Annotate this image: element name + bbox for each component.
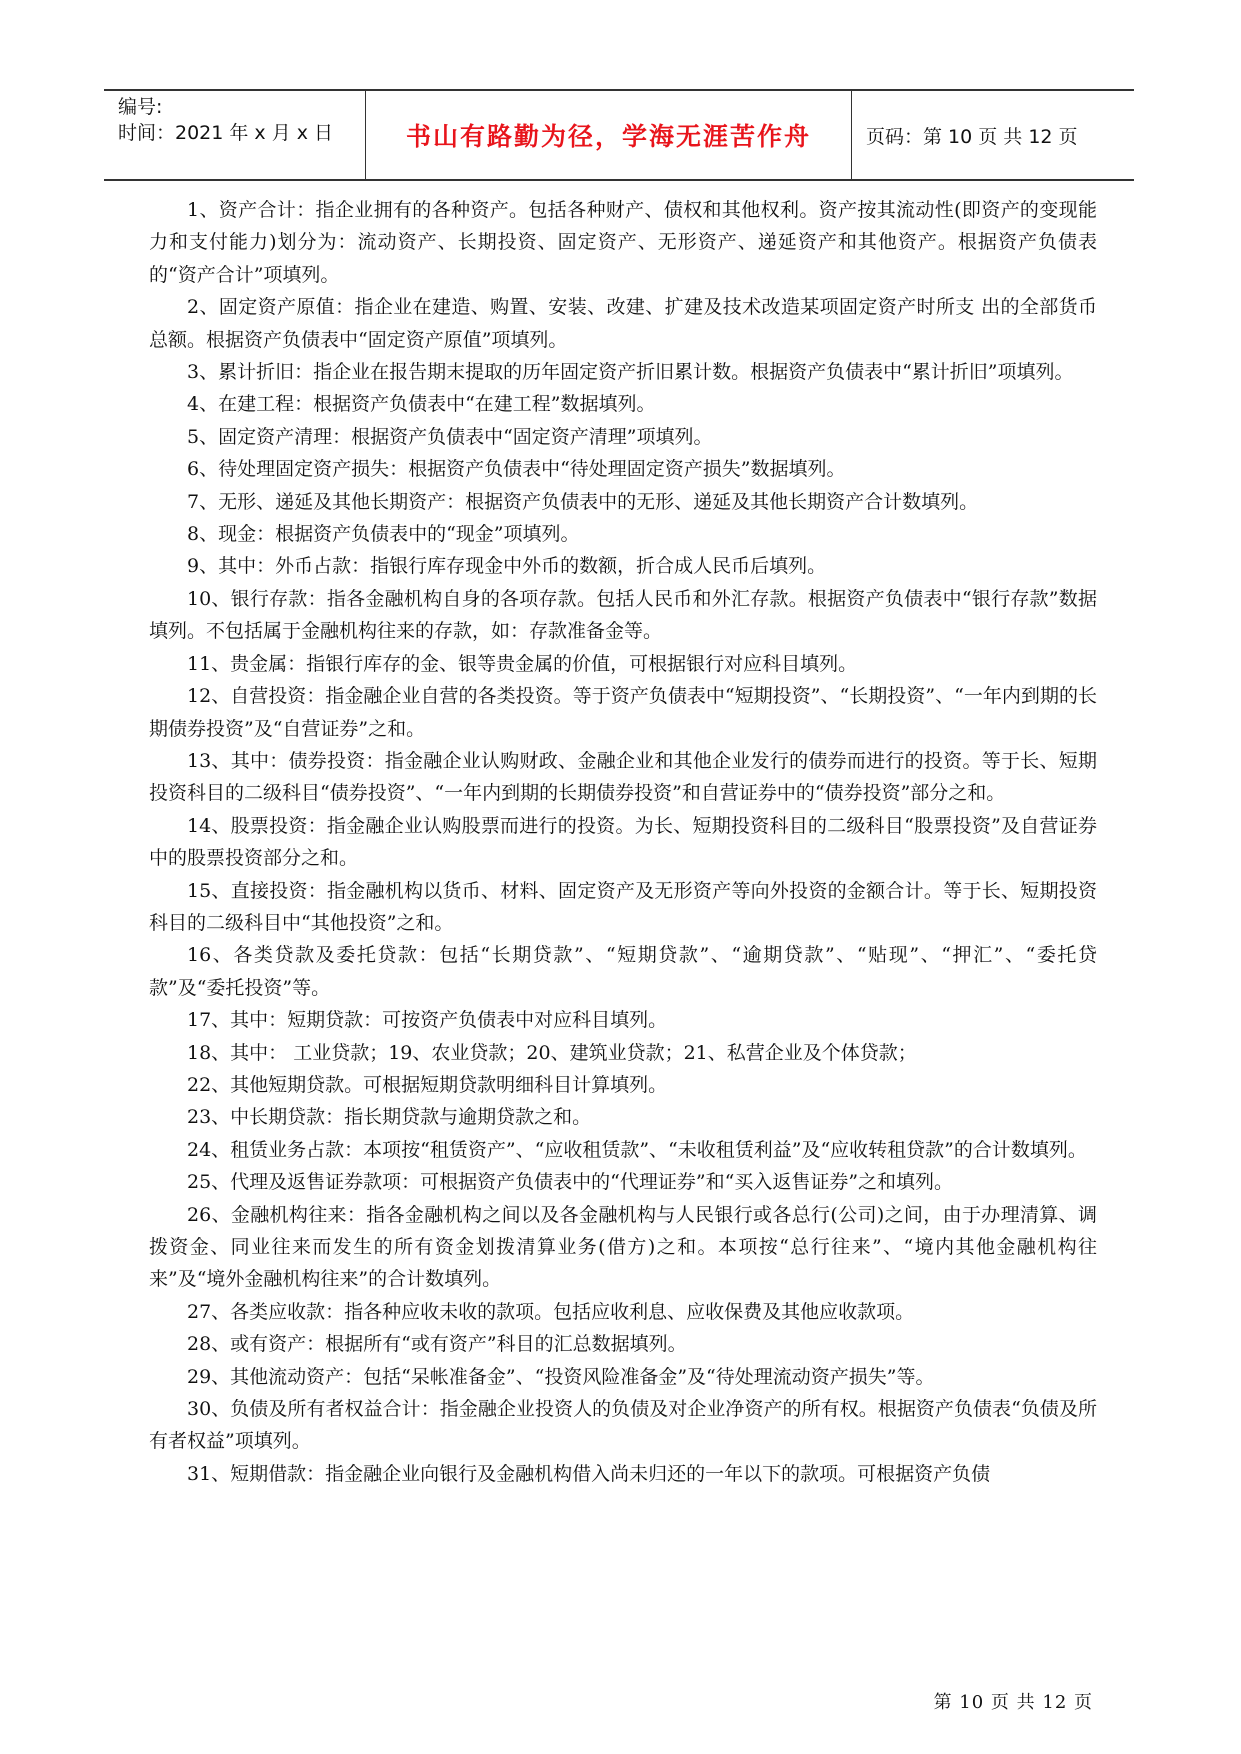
paragraph: 18、其中： 工业贷款；19、农业贷款；20、建筑业贷款；21、私营企业及个体贷款；	[187, 1041, 917, 1064]
time-label: 时间：2021 年 x 月 x 日	[118, 122, 334, 144]
paragraph: 13、其中：债券投资：指金融企业认购财政、金融企业和其他企业发行的债券而进行的投资。等于长、短期投资科目的二级科目“债券投资”、“一年内到期的长期债券投资”和自营证券中的“债券投资”部分之和。	[149, 749, 1097, 805]
footer-page-number: 第 10 页 共 12 页	[933, 1692, 1093, 1713]
paragraph: 26、金融机构往来：指各金融机构之间以及各金融机构与人民银行或各总行(公司)之间，由于办理清算、调拨资金、同业往来而发生的所有资金划拨清算业务(借方)之和。本项按“总行往来”、“境内其他金融机构往来”及“境外金融机构往来”的合计数填列。	[149, 1203, 1097, 1291]
header-page-cell	[852, 91, 1134, 179]
paragraph: 29、其他流动资产：包括“呆帐准备金”、“投资风险准备金”及“待处理流动资产损失”等。	[187, 1365, 935, 1388]
paragraph: 15、直接投资：指金融机构以货币、材料、固定资产及无形资产等向外投资的金额合计。等于长、短期投资科目的二级科目中“其他投资”之和。	[149, 879, 1097, 934]
document-body	[149, 194, 1097, 1490]
paragraph: 10、银行存款：指各金融机构自身的各项存款。包括人民币和外汇存款。根据资产负债表中“银行存款”数据填列。不包括属于金融机构往来的存款，如：存款准备金等。	[149, 587, 1097, 643]
motto-text: 书山有路勤为径，学海无涯苦作舟	[405, 122, 811, 151]
page-header	[104, 89, 1134, 181]
paragraph: 27、各类应收款：指各种应收未收的款项。包括应收利息、应收保费及其他应收款项。	[187, 1300, 915, 1323]
paragraph: 4、在建工程：根据资产负债表中“在建工程”数据填列。	[187, 393, 656, 416]
paragraph: 7、无形、递延及其他长期资产：根据资产负债表中的无形、递延及其他长期资产合计数填列。	[187, 490, 979, 513]
paragraph: 31、短期借款：指金融企业向银行及金融机构借入尚未归还的一年以下的款项。可根据资产负债	[187, 1462, 991, 1485]
paragraph: 30、负债及所有者权益合计：指金融企业投资人的负债及对企业净资产的所有权。根据资产负债表“负债及所有者权益”项填列。	[149, 1398, 1097, 1453]
paragraph: 6、待处理固定资产损失：根据资产负债表中“待处理固定资产损失”数据填列。	[187, 458, 846, 481]
paragraph: 8、现金：根据资产负债表中的“现金”项填列。	[187, 523, 580, 546]
page-footer	[0, 1688, 1241, 1714]
paragraph: 23、中长期贷款：指长期贷款与逾期贷款之和。	[187, 1106, 592, 1129]
paragraph: 2、固定资产原值：指企业在建造、购置、安装、改建、扩建及技术改造某项固定资产时所支 出的全部货币总额。根据资产负债表中“固定资产原值”项填列。	[149, 296, 1097, 351]
paragraph: 25、代理及返售证券款项：可根据资产负债表中的“代理证券”和“买入返售证券”之和填列。	[187, 1171, 954, 1194]
paragraph: 1、资产合计：指企业拥有的各种资产。包括各种财产、债权和其他权利。资产按其流动性(即资产的变现能力和支付能力)划分为：流动资产、长期投资、固定资产、无形资产、递延资产和其他资产。根据资产负债表的“资产合计”项填列。	[149, 199, 1097, 286]
paragraph: 24、租赁业务占款：本项按“租赁资产”、“应收租赁款”、“未收租赁利益”及“应收转租贷款”的合计数填列。	[187, 1138, 1087, 1161]
page-number-label: 页码：第 10 页 共 12 页	[866, 125, 1078, 148]
paragraph: 14、股票投资：指金融企业认购股票而进行的投资。为长、短期投资科目的二级科目“股票投资”及自营证券中的股票投资部分之和。	[149, 814, 1097, 870]
paragraph: 28、或有资产：根据所有“或有资产”科目的汇总数据填列。	[187, 1333, 687, 1356]
paragraph: 16、各类贷款及委托贷款：包括“长期贷款”、“短期贷款”、“逾期贷款”、“贴现”、“押汇”、“委托贷款”及“委托投资”等。	[149, 944, 1097, 999]
paragraph: 5、固定资产清理：根据资产负债表中“固定资产清理”项填列。	[187, 425, 713, 448]
paragraph: 11、贵金属：指银行库存的金、银等贵金属的价值，可根据银行对应科目填列。	[187, 652, 858, 675]
header-motto-cell	[366, 91, 852, 179]
paragraph: 22、其他短期贷款。可根据短期贷款明细科目计算填列。	[187, 1073, 668, 1096]
paragraph: 9、其中：外币占款：指银行库存现金中外币的数额，折合成人民币后填列。	[187, 555, 827, 578]
paragraph: 3、累计折旧：指企业在报告期末提取的历年固定资产折旧累计数。根据资产负债表中“累计折旧”项填列。	[187, 361, 1074, 384]
paragraph: 17、其中：短期贷款：可按资产负债表中对应科目填列。	[187, 1009, 668, 1032]
paragraph: 12、自营投资：指金融企业自营的各类投资。等于资产负债表中“短期投资”、“长期投资”、“一年内到期的长期债券投资”及“自营证券”之和。	[149, 685, 1097, 740]
serial-number-label: 编号:	[118, 96, 163, 118]
header-meta-cell	[104, 91, 366, 179]
